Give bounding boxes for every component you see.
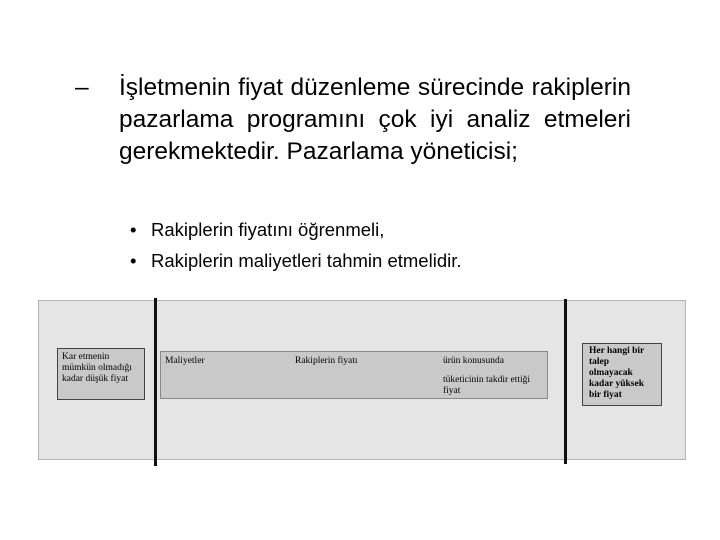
high-price-box: Her hangi bir talep olmayacak kadar yüksek bir fiyat — [582, 343, 662, 406]
price-factors-box — [160, 351, 548, 399]
dash-marker: – — [75, 74, 89, 101]
list-item — [130, 245, 462, 276]
lower-bound-line — [154, 298, 157, 466]
bullet-list — [130, 214, 462, 276]
upper-bound-line — [564, 299, 567, 464]
competitor-price-label: Rakiplerin fiyatı — [295, 356, 358, 366]
bullet-dot: • — [130, 250, 137, 271]
main-text-block — [75, 72, 631, 168]
consumer-value-label: tüketicinin takdir ettiği fiyat — [443, 375, 531, 396]
bullet-dot: • — [130, 219, 137, 240]
bullet-text: Rakiplerin maliyetleri tahmin etmelidir. — [151, 250, 462, 271]
main-paragraph — [75, 72, 631, 168]
low-price-box: Kar etmenin mümkün olmadığı kadar düşük fiyat — [57, 348, 145, 400]
product-label: ürün konusunda — [443, 356, 504, 366]
bullet-text: Rakiplerin fiyatını öğrenmeli, — [151, 219, 385, 240]
paragraph-text: İşletmenin fiyat düzenleme sürecinde rakiplerin pazarlama programını çok iyi analiz etmeleri gerekmektedir. Pazarlama yöneticisi; — [119, 74, 631, 165]
list-item — [130, 214, 462, 245]
costs-label: Maliyetler — [165, 356, 205, 366]
